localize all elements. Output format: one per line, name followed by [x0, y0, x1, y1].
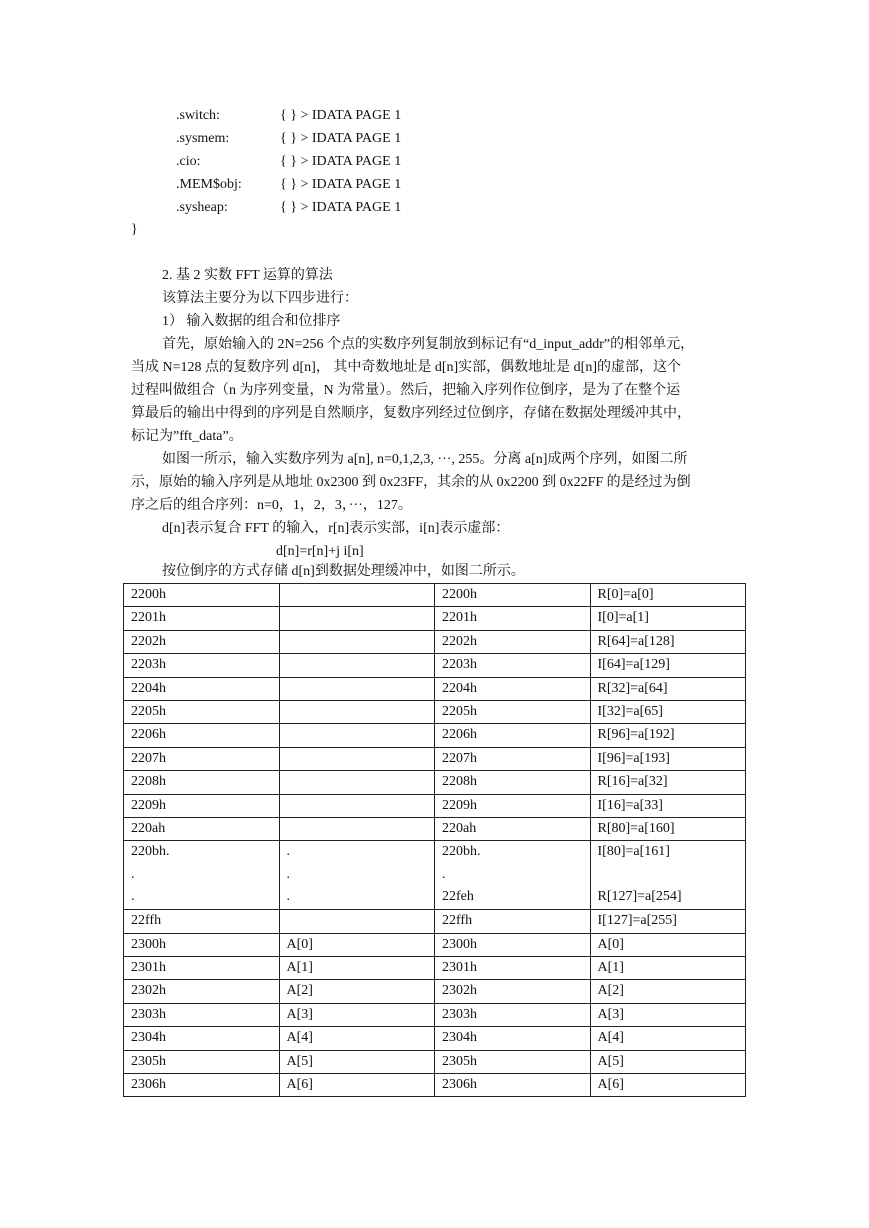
- table-cell: A[2]: [590, 980, 746, 1003]
- cell-line: .: [131, 866, 135, 882]
- table-cell: 2304h: [435, 1027, 591, 1050]
- table-cell: [279, 910, 435, 933]
- cell-line: .: [286, 866, 290, 882]
- table-row: [124, 771, 746, 794]
- table-cell: [279, 654, 435, 677]
- table-row: [124, 957, 746, 980]
- table-cell: A[5]: [590, 1050, 746, 1073]
- cell-line: .: [442, 866, 446, 882]
- table-cell: 2203h: [435, 654, 591, 677]
- table-cell: 220ah: [435, 817, 591, 840]
- table-cell: 2205h: [435, 700, 591, 723]
- table-row: [124, 1050, 746, 1073]
- table-cell: [435, 841, 591, 910]
- step-title: 1） 输入数据的组合和位排序: [162, 314, 341, 329]
- table-cell: 2302h: [435, 980, 591, 1003]
- table-cell: 2305h: [124, 1050, 280, 1073]
- code-line: [176, 174, 401, 196]
- table-cell: I[64]=a[129]: [590, 654, 746, 677]
- table-row: [124, 607, 746, 630]
- code-line: [176, 197, 401, 219]
- table-row: [124, 933, 746, 956]
- paragraph-line: 示，原始的输入序列是从地址 0x2300 到 0x23FF，其余的从 0x2200 到 0x22FF 的是经过为倒: [131, 475, 691, 490]
- table-row: [124, 1074, 746, 1097]
- table-row: [124, 724, 746, 747]
- table-cell: 2209h: [124, 794, 280, 817]
- code-value: { } > IDATA PAGE 1: [280, 131, 402, 146]
- table-cell: 2303h: [124, 1003, 280, 1026]
- table-cell: 2207h: [435, 747, 591, 770]
- table-cell: 22ffh: [124, 910, 280, 933]
- table-cell: A[6]: [279, 1074, 435, 1097]
- table-cell: I[0]=a[1]: [590, 607, 746, 630]
- table-cell: 2203h: [124, 654, 280, 677]
- table-row: [124, 980, 746, 1003]
- table-cell: 2202h: [435, 630, 591, 653]
- table-cell: 2305h: [435, 1050, 591, 1073]
- table-row: [124, 630, 746, 653]
- table-cell: [279, 747, 435, 770]
- paragraph-line: 序之后的组合序列：n=0，1，2，3，···，127。: [131, 498, 412, 513]
- table-cell: [124, 841, 280, 910]
- table-cell: [279, 724, 435, 747]
- section-heading: 2. 基 2 实数 FFT 运算的算法: [162, 268, 333, 283]
- code-key: .cio:: [176, 154, 201, 169]
- table-cell: A[3]: [590, 1003, 746, 1026]
- table-cell: [279, 771, 435, 794]
- code-line: [176, 151, 401, 173]
- table-cell: 2300h: [435, 933, 591, 956]
- table-cell: [590, 841, 746, 910]
- cell-line: 220bh.: [442, 844, 481, 860]
- table-cell: 2301h: [435, 957, 591, 980]
- table-cell: 2303h: [435, 1003, 591, 1026]
- table-cell: 2201h: [435, 607, 591, 630]
- table-cell: R[96]=a[192]: [590, 724, 746, 747]
- table-row: [124, 817, 746, 840]
- memory-table: [123, 583, 746, 1097]
- table-cell: 2302h: [124, 980, 280, 1003]
- table-cell: A[2]: [279, 980, 435, 1003]
- table-cell: I[32]=a[65]: [590, 700, 746, 723]
- table-cell: A[4]: [279, 1027, 435, 1050]
- table-cell: 220ah: [124, 817, 280, 840]
- table-cell: [279, 700, 435, 723]
- table-cell: A[1]: [279, 957, 435, 980]
- table-cell: 2208h: [435, 771, 591, 794]
- table-cell: A[5]: [279, 1050, 435, 1073]
- paragraph-line: 过程叫做组合（n 为序列变量，N 为常量）。然后，把输入序列作位倒序，是为了在整个运: [131, 383, 681, 398]
- table-cell: 2206h: [124, 724, 280, 747]
- table-cell: 2200h: [435, 584, 591, 607]
- cell-line: 22feh: [442, 889, 474, 905]
- code-line: [176, 128, 401, 150]
- cell-line: .: [131, 889, 135, 905]
- table-cell: 2306h: [435, 1074, 591, 1097]
- table-cell: 2204h: [435, 677, 591, 700]
- paragraph-line: d[n]表示复合 FFT 的输入，r[n]表示实部，i[n]表示虚部：: [162, 521, 510, 536]
- table-cell: A[3]: [279, 1003, 435, 1026]
- paragraph-line: 算最后的输出中得到的序列是自然顺序，复数序列经过位倒序，存储在数据处理缓冲其中，: [131, 406, 691, 421]
- code-value: { } > IDATA PAGE 1: [280, 177, 402, 192]
- table-cell: [279, 677, 435, 700]
- table-cell: 2200h: [124, 584, 280, 607]
- table-row: [124, 794, 746, 817]
- table-cell: R[32]=a[64]: [590, 677, 746, 700]
- intro-text: 该算法主要分为以下四步进行：: [162, 291, 358, 306]
- cell-line: 220bh.: [131, 844, 170, 860]
- table-cell: I[96]=a[193]: [590, 747, 746, 770]
- table-row: [124, 910, 746, 933]
- table-cell: [279, 630, 435, 653]
- code-value: { } > IDATA PAGE 1: [280, 200, 402, 215]
- table-cell: A[0]: [279, 933, 435, 956]
- table-row: [124, 1003, 746, 1026]
- cell-line: R[127]=a[254]: [597, 889, 682, 905]
- code-line: [176, 105, 401, 127]
- table-cell: I[127]=a[255]: [590, 910, 746, 933]
- paragraph-line: 按位倒序的方式存储 d[n]到数据处理缓冲中，如图二所示。: [162, 564, 525, 579]
- code-value: { } > IDATA PAGE 1: [280, 154, 402, 169]
- paragraph-line: 首先，原始输入的 2N=256 个点的实数序列复制放到标记有“d_input_addr”的相邻单元，: [162, 337, 695, 352]
- table-cell: [279, 607, 435, 630]
- table-cell: 2209h: [435, 794, 591, 817]
- code-value: { } > IDATA PAGE 1: [280, 108, 402, 123]
- cell-line: [598, 864, 746, 887]
- code-key: .sysheap:: [176, 200, 228, 215]
- table-row-ellipsis: [124, 841, 746, 910]
- table-cell: [279, 584, 435, 607]
- closing-brace: }: [131, 222, 138, 237]
- table-cell: 2306h: [124, 1074, 280, 1097]
- table-cell: 2206h: [435, 724, 591, 747]
- table-cell: 2204h: [124, 677, 280, 700]
- code-key: .MEM$obj:: [176, 177, 242, 192]
- paragraph-line: 当成 N=128 点的复数序列 d[n]， 其中奇数地址是 d[n]实部，偶数地址是 d[n]的虚部，这个: [131, 360, 681, 375]
- table-cell: A[4]: [590, 1027, 746, 1050]
- code-key: .switch:: [176, 108, 220, 123]
- table-cell: R[80]=a[160]: [590, 817, 746, 840]
- table-cell: A[1]: [590, 957, 746, 980]
- paragraph-line: 如图一所示，输入实数序列为 a[n], n=0,1,2,3, ···, 255。分离 a[n]成两个序列，如图二所: [162, 452, 688, 467]
- table-cell: [279, 841, 435, 910]
- table-cell: 2304h: [124, 1027, 280, 1050]
- code-key: .sysmem:: [176, 131, 230, 146]
- table-cell: I[16]=a[33]: [590, 794, 746, 817]
- table-cell: 2201h: [124, 607, 280, 630]
- table-cell: [279, 794, 435, 817]
- table-cell: 2205h: [124, 700, 280, 723]
- table-cell: A[0]: [590, 933, 746, 956]
- table-row: [124, 747, 746, 770]
- table-cell: R[64]=a[128]: [590, 630, 746, 653]
- table-cell: R[16]=a[32]: [590, 771, 746, 794]
- table-cell: 2300h: [124, 933, 280, 956]
- table-cell: 2301h: [124, 957, 280, 980]
- table-row: [124, 700, 746, 723]
- cell-line: I[80]=a[161]: [597, 844, 670, 860]
- table-cell: 2202h: [124, 630, 280, 653]
- cell-line: .: [286, 889, 290, 905]
- table-cell: R[0]=a[0]: [590, 584, 746, 607]
- table-cell: A[6]: [590, 1074, 746, 1097]
- formula: d[n]=r[n]+j i[n]: [276, 544, 364, 559]
- table-row: [124, 1027, 746, 1050]
- table-cell: [279, 817, 435, 840]
- table-cell: 2208h: [124, 771, 280, 794]
- table-cell: 22ffh: [435, 910, 591, 933]
- cell-line: .: [286, 844, 290, 860]
- table-row: [124, 654, 746, 677]
- paragraph-line: 标记为”fft_data”。: [131, 429, 243, 444]
- table-row: [124, 584, 746, 607]
- table-row: [124, 677, 746, 700]
- table-cell: 2207h: [124, 747, 280, 770]
